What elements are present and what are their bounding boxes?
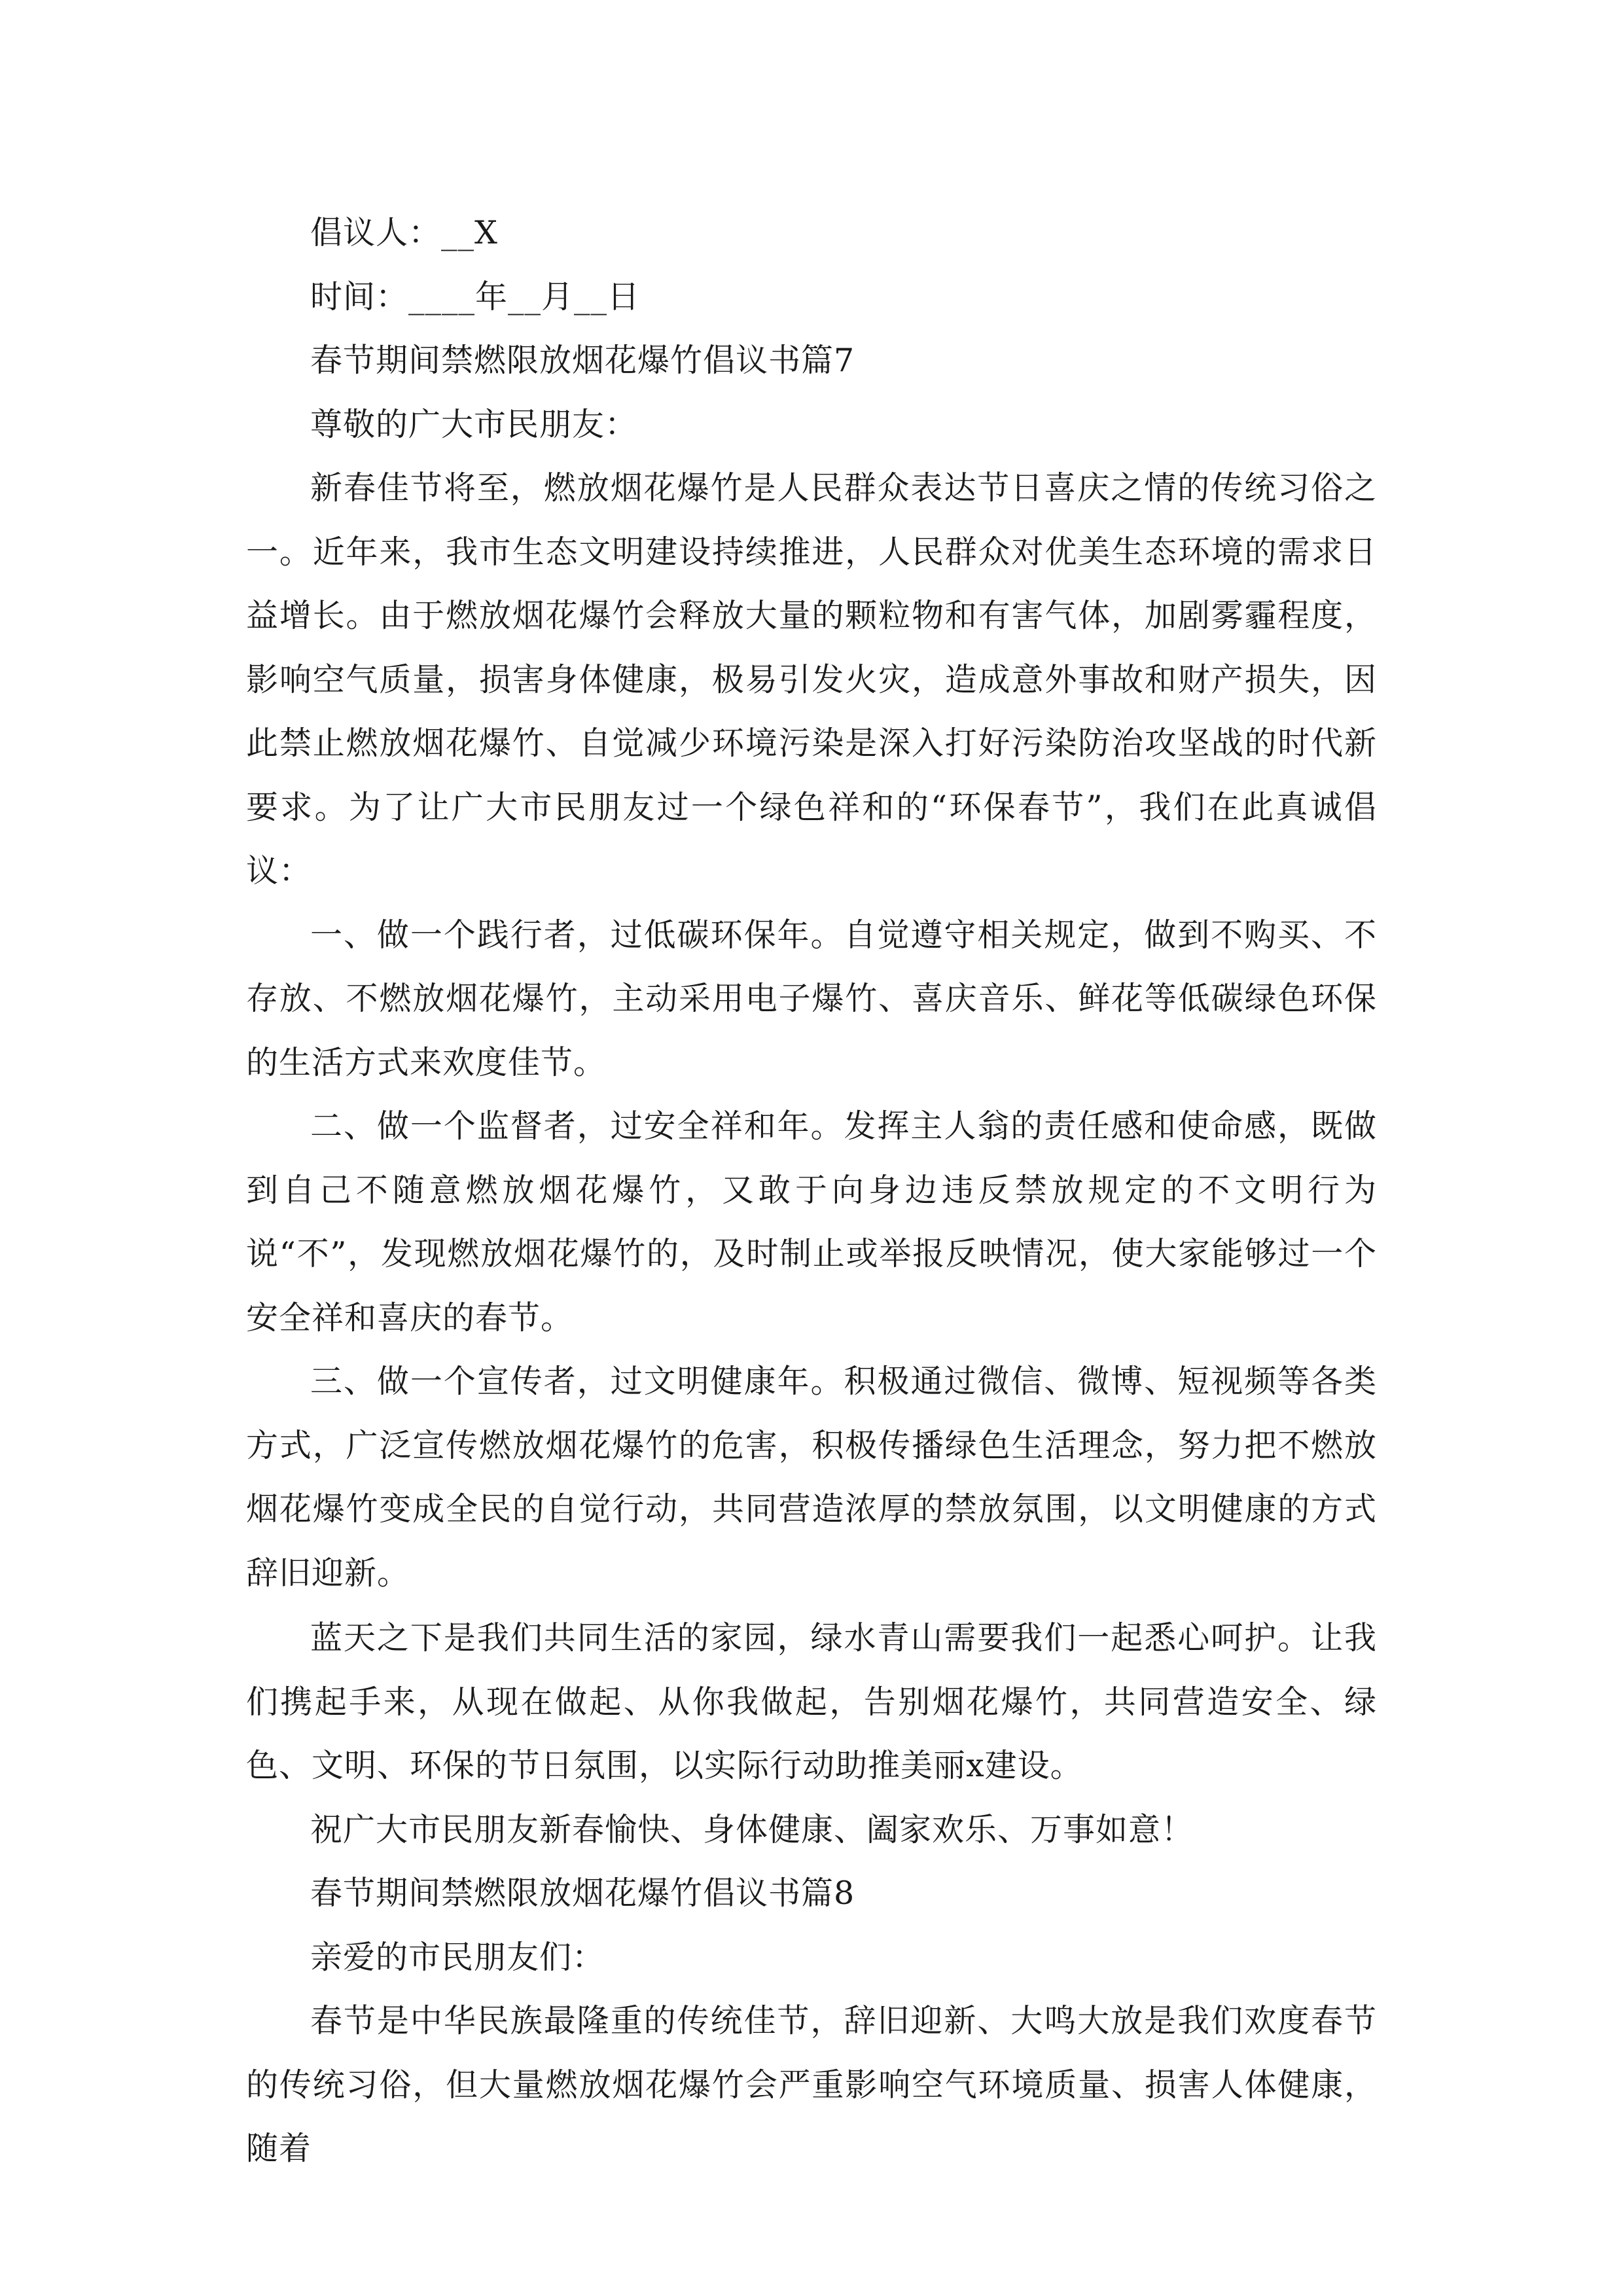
article-7-item-1: 一、做一个践行者，过低碳环保年。自觉遵守相关规定，做到不购买、不存放、不燃放烟花爆竹，主动采用电子爆竹、喜庆音乐、鲜花等低碳绿色环保的生活方式来欢度佳节。 [246, 916, 1377, 1081]
article-7-wish: 祝广大市民朋友新春愉快、身体健康、阖家欢乐、万事如意！ [310, 1810, 1194, 1848]
article-7-item-3: 三、做一个宣传者，过文明健康年。积极通过微信、微博、短视频等各类方式，广泛宣传燃放烟花爆竹的危害，积极传播绿色生活理念，努力把不燃放烟花爆竹变成全民的自觉行动，共同营造浓厚的禁放氛围，以文明健康的方式辞旧迎新。 [246, 1363, 1377, 1592]
article-7-salutation: 尊敬的广大市民朋友： [310, 405, 638, 443]
article-8-salutation: 亲爱的市民朋友们： [310, 1938, 605, 1976]
document-body [246, 201, 1377, 2181]
article-7-paragraph-closing: 蓝天之下是我们共同生活的家园，绿水青山需要我们一起悉心呵护。让我们携起手来，从现在做起、从你我做起，告别烟花爆竹，共同营造安全、绿色、文明、环保的节日氛围，以实际行动助推美丽x建设。 [246, 1619, 1377, 1784]
article-8-paragraph-intro: 春节是中华民族最隆重的传统佳节，辞旧迎新、大鸣大放是我们欢度春节的传统习俗，但大量燃放烟花爆竹会严重影响空气环境质量、损害人体健康，随着 [246, 2002, 1377, 2167]
article-7-title: 春节期间禁燃限放烟花爆竹倡议书篇7 [310, 342, 855, 379]
date-line: 时间：____年__月__日 [310, 278, 641, 315]
article-8-title: 春节期间禁燃限放烟花爆竹倡议书篇8 [310, 1874, 855, 1912]
signer-line: 倡议人：__X [310, 214, 498, 251]
article-7-paragraph-intro: 新春佳节将至，燃放烟花爆竹是人民群众表达节日喜庆之情的传统习俗之一。近年来，我市生态文明建设持续推进，人民群众对优美生态环境的需求日益增长。由于燃放烟花爆竹会释放大量的颗粒物和有害气体，加剧雾霾程度，影响空气质量，损害身体健康，极易引发火灾，造成意外事故和财产损失，因此禁止燃放烟花爆竹、自觉减少环境污染是深入打好污染防治攻坚战的时代新要求。为了让广大市民朋友过一个绿色祥和的“环保春节”，我们在此真诚倡议： [246, 469, 1377, 889]
article-7-item-2: 二、做一个监督者，过安全祥和年。发挥主人翁的责任感和使命感，既做到自己不随意燃放烟花爆竹，又敢于向身边违反禁放规定的不文明行为说“不”，发现燃放烟花爆竹的，及时制止或举报反映情况，使大家能够过一个安全祥和喜庆的春节。 [246, 1107, 1377, 1336]
